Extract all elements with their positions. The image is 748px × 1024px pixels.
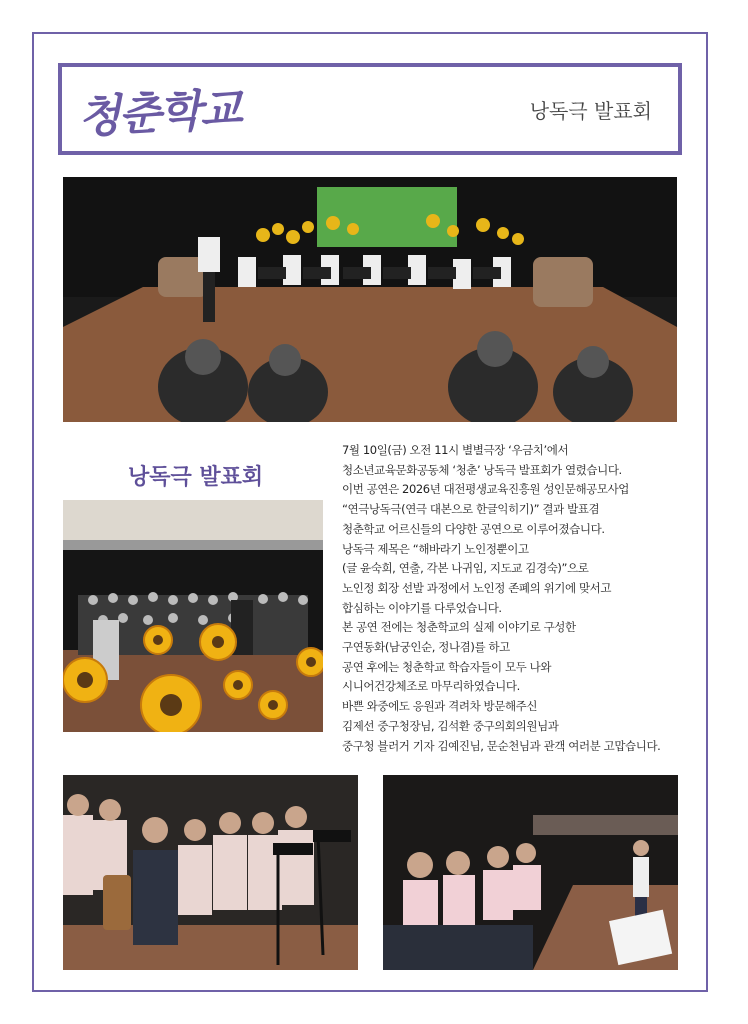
- body-line: 공연 후에는 청춘학교 학습자들이 모두 나와: [342, 659, 552, 674]
- body-line: 구연동화(남궁인순, 정나겸)를 하고: [342, 640, 510, 655]
- body-line: “연극낭독극(연극 대본으로 한글익히기)” 결과 발표겸: [342, 502, 600, 517]
- body-line: (글 윤숙희, 연출, 각본 나귀임, 지도교 김경숙)”으로: [342, 561, 589, 576]
- body-line: 김제선 중구청장님, 김석환 중구의회의원님과: [342, 718, 559, 733]
- body-line: 청소년교육문화공동체 ‘청춘’ 낭독극 발표회가 열렸습니다.: [342, 462, 622, 477]
- body-line: 시니어건강체조로 마무리하였습니다.: [342, 679, 520, 694]
- presenter-photo: [383, 775, 678, 970]
- article-body: [342, 441, 682, 756]
- body-line: 중구청 블러거 기자 김예진님, 문순천님과 관객 여러분 고맙습니다.: [342, 738, 661, 753]
- header-banner: [58, 63, 682, 155]
- body-line: 7월 10일(금) 오전 11시 별별극장 ‘우금치’에서: [342, 443, 569, 457]
- body-line: 바쁜 와중에도 응원과 격려차 방문해주신: [342, 699, 538, 714]
- header-subtitle: 낭독극 발표회: [529, 99, 652, 123]
- body-line: 합심하는 이야기를 다루었습니다.: [342, 600, 502, 615]
- body-line: 청춘학교 어르신들의 다양한 공연으로 이루어졌습니다.: [342, 521, 605, 536]
- stage-photo: [63, 177, 677, 422]
- body-line: 노인정 회장 선발 과정에서 노인정 존폐의 위기에 맞서고: [342, 580, 612, 595]
- audience-photo: [63, 500, 323, 732]
- section-title: 낭독극 발표회: [128, 465, 264, 490]
- body-line: 낭독극 제목은 “해바라기 노인정뿐이고: [342, 541, 529, 556]
- guests-photo: [63, 775, 358, 970]
- body-line: 이번 공연은 2026년 대전평생교육진흥원 성인문해공모사업: [342, 482, 629, 497]
- logo: 청춘학교: [77, 83, 242, 144]
- body-line: 본 공연 전에는 청춘학교의 실제 이야기로 구성한: [342, 620, 576, 635]
